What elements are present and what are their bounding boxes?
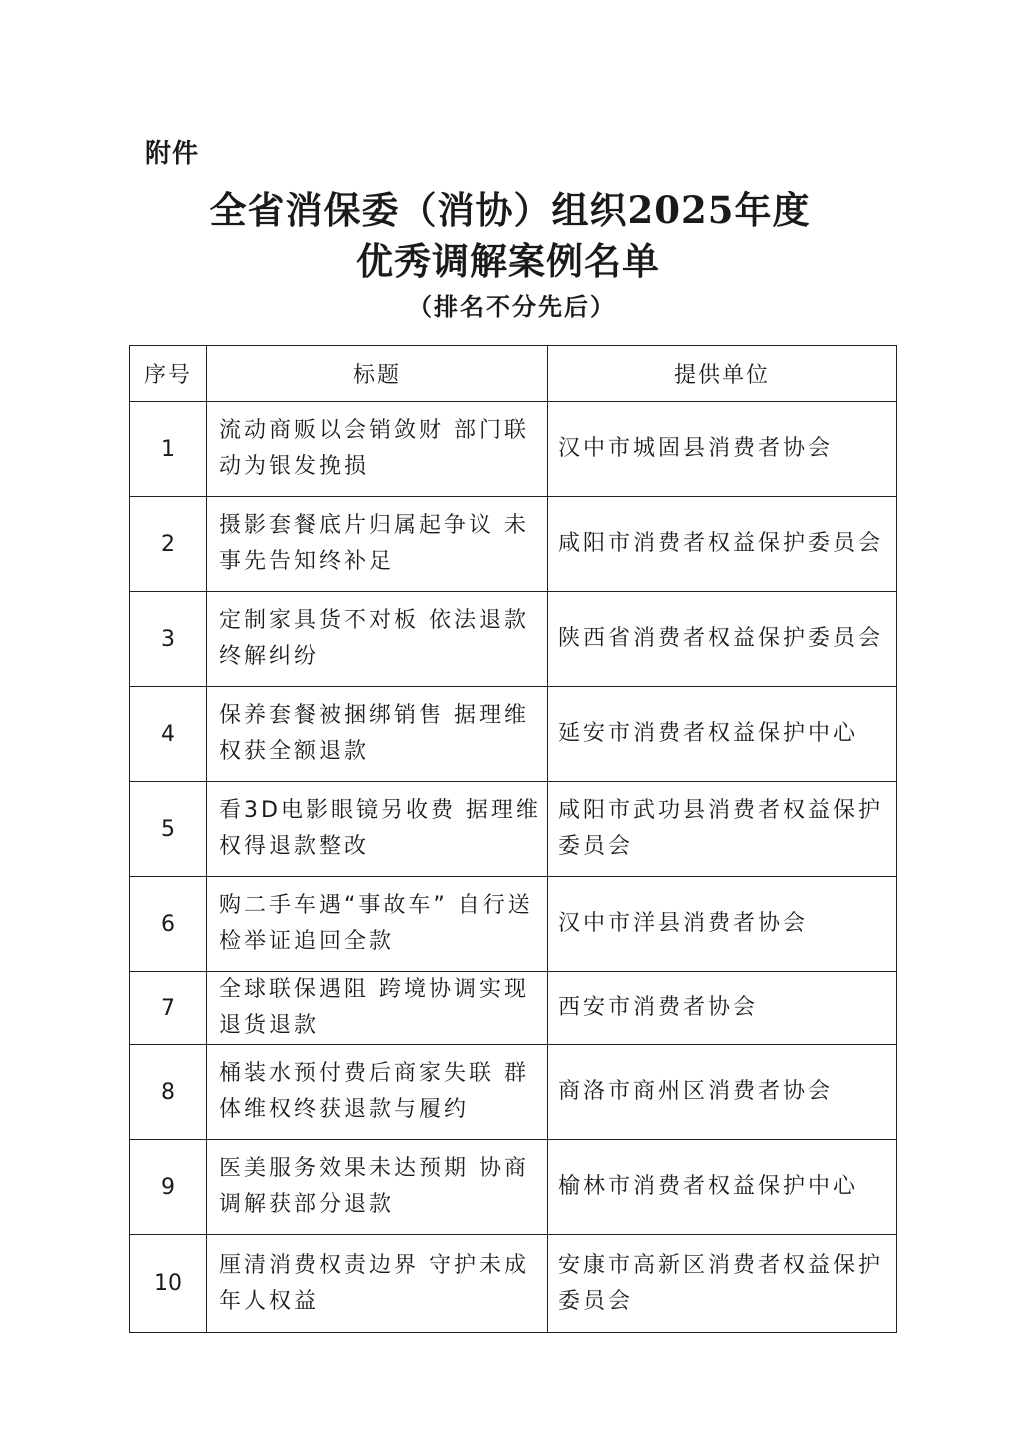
row-title <box>207 1235 548 1333</box>
row-index: 9 <box>130 1140 207 1235</box>
row-index: 10 <box>130 1235 207 1333</box>
row-index: 4 <box>130 687 207 782</box>
row-unit <box>548 402 897 497</box>
row-unit <box>548 497 897 592</box>
row-unit-text: 咸阳市武功县消费者权益保护委员会 <box>558 798 884 859</box>
row-unit <box>548 1140 897 1235</box>
row-unit-text: 西安市消费者协会 <box>558 995 759 1020</box>
row-title-text: 厘清消费权责边界 守护未成年人权益 <box>219 1252 529 1314</box>
row-unit-text: 榆林市消费者权益保护中心 <box>558 1174 859 1199</box>
row-unit-text: 汉中市城固县消费者协会 <box>558 436 834 461</box>
table-row <box>130 497 897 592</box>
row-unit <box>548 972 897 1045</box>
row-title <box>207 972 548 1045</box>
row-title-text: 流动商贩以会销敛财 部门联动为银发挽损 <box>219 418 529 479</box>
row-index: 3 <box>130 592 207 687</box>
attachment-label: 附件 <box>145 139 200 169</box>
row-title-text: 购二手车遇“事故车” 自行送检举证追回全款 <box>219 893 533 954</box>
row-unit <box>548 1045 897 1140</box>
row-title-text: 摄影套餐底片归属起争议 未事先告知终补足 <box>219 513 529 574</box>
table-row <box>130 877 897 972</box>
table-row <box>130 972 897 1045</box>
document-title-line-1: 全省消保委（消协）组织2025年度 <box>209 188 811 232</box>
row-index: 7 <box>130 972 207 1045</box>
row-index: 2 <box>130 497 207 592</box>
table-header-row <box>130 346 897 402</box>
table-row <box>130 1235 897 1333</box>
table-row <box>130 687 897 782</box>
row-unit <box>548 592 897 687</box>
table-row <box>130 402 897 497</box>
row-unit-text: 陕西省消费者权益保护委员会 <box>558 626 884 651</box>
row-title <box>207 782 548 877</box>
row-title <box>207 1045 548 1140</box>
row-title-text: 医美服务效果未达预期 协商调解获部分退款 <box>219 1156 529 1217</box>
row-title-text: 定制家具货不对板 依法退款终解纠纷 <box>219 608 529 669</box>
document-title-line-2: 优秀调解案例名单 <box>356 239 660 283</box>
row-title <box>207 877 548 972</box>
row-unit <box>548 877 897 972</box>
column-header-index: 序号 <box>130 346 207 402</box>
row-unit <box>548 1235 897 1333</box>
case-list-table <box>129 345 897 1333</box>
row-title-text: 看3D电影眼镜另收费 据理维权得退款整改 <box>219 798 541 859</box>
row-title <box>207 402 548 497</box>
row-title-text: 保养套餐被捆绑销售 据理维权获全额退款 <box>219 703 529 764</box>
row-index: 1 <box>130 402 207 497</box>
row-unit <box>548 687 897 782</box>
row-unit <box>548 782 897 877</box>
column-header-unit: 提供单位 <box>548 346 897 402</box>
row-title <box>207 592 548 687</box>
row-title <box>207 1140 548 1235</box>
row-index: 6 <box>130 877 207 972</box>
row-title <box>207 497 548 592</box>
row-unit-text: 汉中市洋县消费者协会 <box>558 911 809 936</box>
row-title-text: 全球联保遇阻 跨境协调实现退货退款 <box>219 977 529 1038</box>
row-index: 8 <box>130 1045 207 1140</box>
row-unit-text: 延安市消费者权益保护中心 <box>558 721 859 746</box>
row-unit-text: 商洛市商州区消费者协会 <box>558 1079 834 1104</box>
table-row <box>130 592 897 687</box>
row-title <box>207 687 548 782</box>
table-row <box>130 782 897 877</box>
row-index: 5 <box>130 782 207 877</box>
column-header-title: 标题 <box>207 346 548 402</box>
row-unit-text: 安康市高新区消费者权益保护委员会 <box>558 1252 884 1314</box>
table-row <box>130 1140 897 1235</box>
table-row <box>130 1045 897 1140</box>
row-unit-text: 咸阳市消费者权益保护委员会 <box>558 531 884 556</box>
row-title-text: 桶装水预付费后商家失联 群体维权终获退款与履约 <box>219 1061 529 1122</box>
document-subtitle: （排名不分先后） <box>408 293 616 321</box>
